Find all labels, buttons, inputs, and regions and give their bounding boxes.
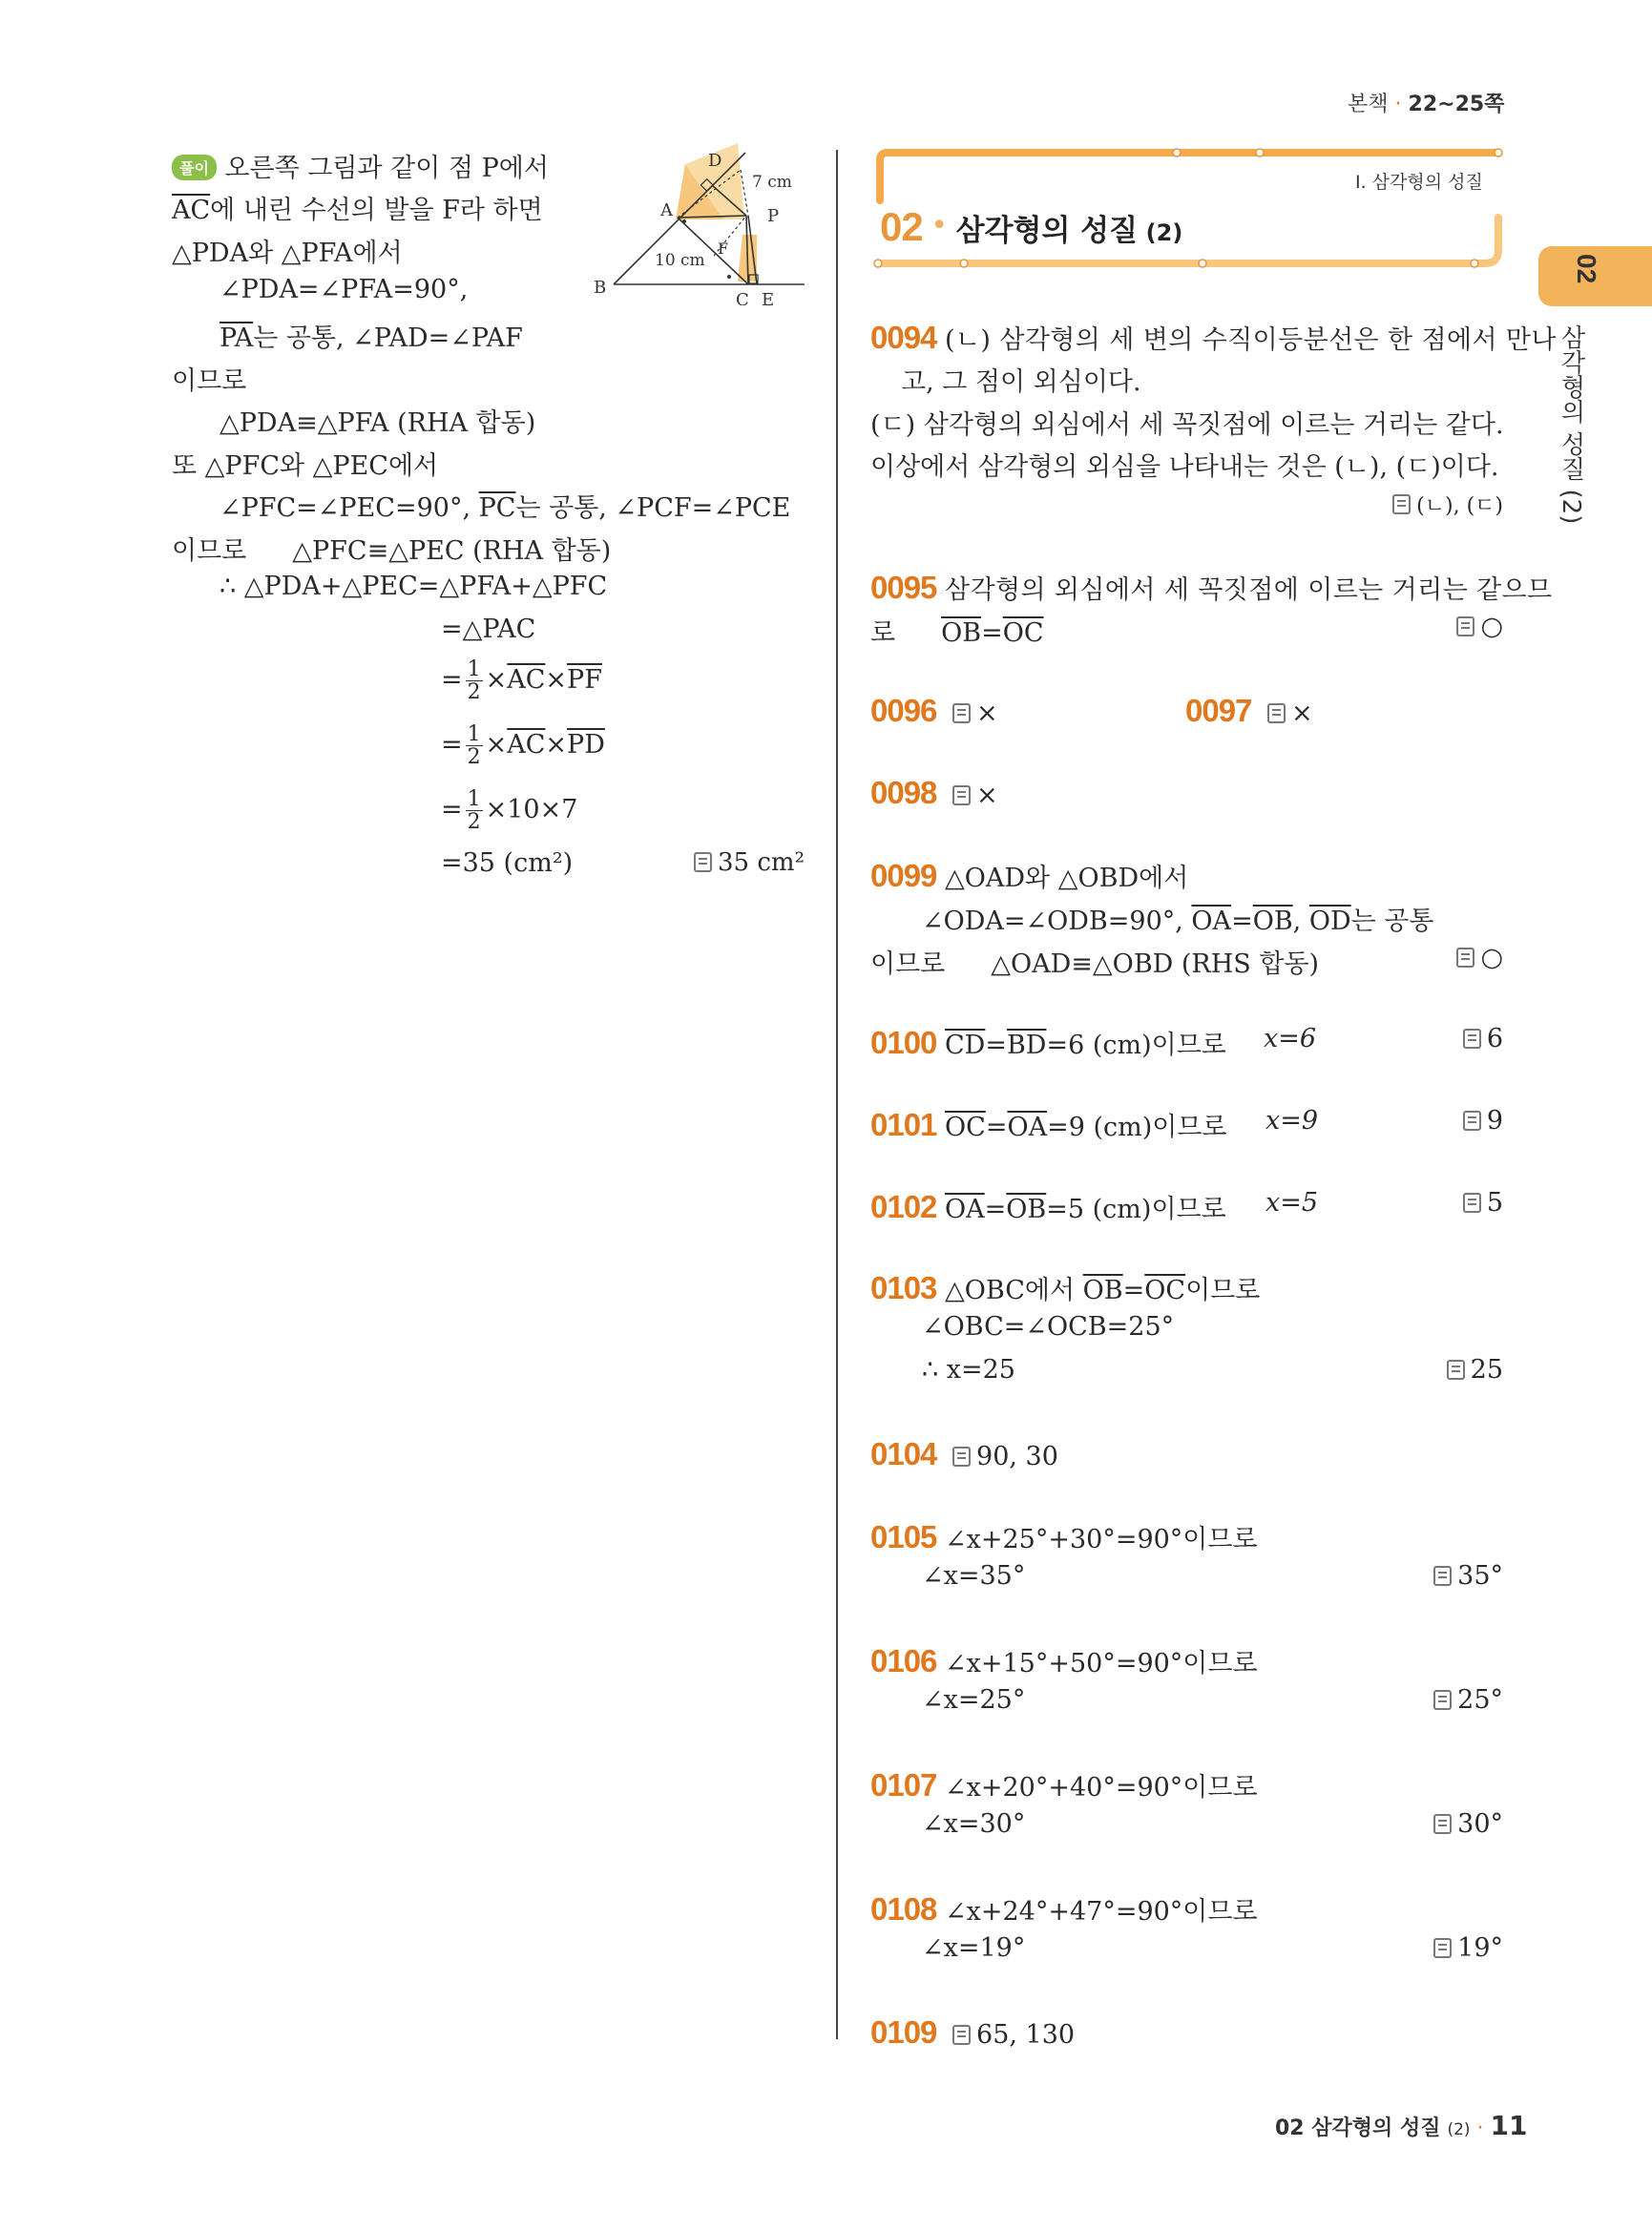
chapter-side-label: 삼각형의 성질 (2) <box>1557 324 1585 525</box>
problem-number: 0107 <box>870 1767 937 1803</box>
answer <box>1433 1685 1503 1715</box>
answer-value: × <box>1291 698 1313 728</box>
segment-oc: $\overline{OC}$ <box>945 1113 986 1142</box>
answer-icon <box>1433 1814 1452 1834</box>
problem-text: 는 공통 <box>1350 907 1434 936</box>
problem-text: = <box>984 1195 1007 1224</box>
segment-oa: $\overline{OA}$ <box>945 1195 985 1224</box>
solution-text: 이므로 <box>172 536 247 566</box>
problem-text: △OBC에서 <box>945 1276 1083 1305</box>
problem-text: =9 (cm)이므로 <box>1047 1113 1227 1142</box>
problem-0103 <box>870 1269 1260 1306</box>
fraction-numerator: 1 <box>467 657 481 681</box>
solution-line-4: ∠PDA=∠PFA=90°, <box>220 275 469 304</box>
problem-number: 0109 <box>870 2014 937 2050</box>
answer-icon <box>1456 616 1474 636</box>
fraction-line-3 <box>441 788 577 833</box>
label-e: E <box>762 290 775 305</box>
answer-value: 25° <box>1457 1685 1503 1715</box>
label-7cm: 7 cm <box>752 173 792 192</box>
problem-0107-line: ∠x=30° <box>922 1809 1026 1839</box>
page-range: 22~25쪽 <box>1408 93 1505 116</box>
fraction-denominator: 2 <box>467 680 481 705</box>
page-header <box>1348 88 1504 117</box>
problem-0099-line <box>922 900 1433 937</box>
answer-value: 19° <box>1457 1933 1503 1963</box>
problem-text: , <box>1292 907 1309 936</box>
label-10cm: 10 cm <box>655 251 705 270</box>
problem-number: 0102 <box>870 1189 937 1224</box>
label-f: F <box>718 240 729 258</box>
solution-line-5 <box>220 317 523 354</box>
problem-0100-x: x=6 <box>1264 1024 1317 1053</box>
problem-number: 0103 <box>870 1270 937 1305</box>
segment-ac: $\overline{AC}$ <box>507 730 546 761</box>
problem-0107 <box>870 1766 1258 1804</box>
section-title <box>880 204 1182 250</box>
problem-0109 <box>870 2014 1075 2051</box>
answer-icon <box>1267 703 1286 723</box>
answer <box>694 848 805 877</box>
problem-0094-line: 이상에서 삼각형의 외심을 나타내는 것은 (ㄴ), (ㄷ)이다. <box>870 452 1499 482</box>
problem-text: = <box>981 618 1003 648</box>
problem-0105-line: ∠x=35° <box>922 1561 1026 1591</box>
problem-number: 0104 <box>870 1436 937 1471</box>
segment-ob: $\overline{OB}$ <box>1006 1195 1047 1224</box>
problem-0099 <box>870 857 1188 894</box>
solution-line-2 <box>172 189 543 226</box>
answer <box>1463 1024 1503 1053</box>
answer-icon <box>952 1447 971 1467</box>
segment-pd: $\overline{PD}$ <box>567 730 605 761</box>
problem-0108-line: ∠x=19° <box>922 1933 1026 1963</box>
problem-text: ∠ODA=∠ODB=90°, <box>922 907 1192 936</box>
answer-icon <box>1463 1193 1481 1213</box>
answer <box>1392 490 1503 519</box>
fraction-denominator: 2 <box>467 745 481 770</box>
unit-label: I. 삼각형의 성질 <box>1355 172 1483 193</box>
section-number: 02 <box>880 204 923 249</box>
problem-number: 0094 <box>870 320 937 355</box>
problem-number: 0100 <box>870 1025 937 1060</box>
problem-0094-line: (ㄷ) 삼각형의 외심에서 세 꼭짓점에 이르는 거리는 같다. <box>870 410 1504 440</box>
problem-0099-line <box>870 943 1319 980</box>
problem-text: ∠x+24°+47°=90°이므로 <box>945 1897 1258 1927</box>
answer-icon <box>1447 1360 1465 1380</box>
solution-line-10 <box>172 530 611 567</box>
problem-0096 <box>870 693 998 729</box>
problem-number: 0099 <box>870 858 937 893</box>
solution-text: = <box>441 665 463 696</box>
solution-line-6: 이므로 <box>172 366 247 396</box>
segment-ob: $\overline{OB}$ <box>941 618 982 648</box>
fraction-half <box>466 658 483 703</box>
answer-icon <box>694 852 712 872</box>
solution-line-11: ∴ △PDA+△PEC=△PFA+△PFC <box>220 572 608 601</box>
problem-0103-line: ∠OBC=∠OCB=25° <box>922 1312 1175 1342</box>
solution-text: = <box>441 795 463 825</box>
problem-0095 <box>870 569 1553 606</box>
solution-text: × <box>485 665 508 696</box>
solution-text: 오른쪽 그림과 같이 점 P에서 <box>224 154 549 183</box>
answer-icon <box>1456 948 1474 968</box>
solution-line-12: =△PAC <box>441 615 536 644</box>
answer <box>1433 1561 1503 1591</box>
segment-pc: $\overline{PC}$ <box>478 493 516 523</box>
segment-ac: $\overline{AC}$ <box>507 665 546 696</box>
problem-0097 <box>1185 693 1313 729</box>
answer-value: 35 cm² <box>718 848 805 877</box>
solution-text: 는 공통, ∠PCF=∠PCE <box>515 493 791 523</box>
segment-pa: $\overline{PA}$ <box>220 323 254 353</box>
problem-text: =6 (cm)이므로 <box>1046 1031 1226 1060</box>
problem-0094-line: 고, 그 점이 외심이다. <box>901 367 1141 397</box>
problem-0106 <box>870 1642 1258 1679</box>
answer-value: 30° <box>1457 1809 1503 1839</box>
dot-separator: · <box>1476 2116 1491 2140</box>
problem-number: 0095 <box>870 570 937 605</box>
problem-text: 로 <box>870 618 896 648</box>
segment-ob: $\overline{OB}$ <box>1082 1276 1123 1305</box>
problem-0108 <box>870 1890 1258 1928</box>
solution-text: ∠PFC=∠PEC=90°, <box>220 493 479 523</box>
answer <box>1433 1933 1503 1963</box>
answer-icon <box>1463 1029 1481 1049</box>
segment-bd: $\overline{BD}$ <box>1006 1031 1047 1060</box>
label-c: C <box>736 290 749 305</box>
page-footer <box>1275 2110 1528 2141</box>
solution-line-1 <box>172 147 549 184</box>
fraction-numerator: 1 <box>467 722 481 746</box>
problem-0106-line: ∠x=25° <box>922 1685 1026 1715</box>
fraction-line-1 <box>441 658 602 703</box>
problem-text: = <box>985 1031 1007 1060</box>
segment-ob: $\overline{OB}$ <box>1252 907 1293 936</box>
segment-cd: $\overline{CD}$ <box>945 1031 986 1060</box>
dot-separator: • <box>931 209 949 242</box>
footer-part: (2) <box>1447 2120 1471 2139</box>
fraction-half <box>466 723 483 768</box>
answer-icon <box>1433 1938 1452 1958</box>
page-number: 11 <box>1490 2110 1528 2141</box>
fraction-denominator: 2 <box>467 810 481 835</box>
problem-0102 <box>870 1188 1226 1225</box>
problem-text: ∠x+15°+50°=90°이므로 <box>945 1649 1258 1678</box>
segment-pf: $\overline{PF}$ <box>567 665 602 696</box>
problem-text: ∠x+25°+30°=90°이므로 <box>945 1525 1258 1554</box>
problem-text: △OAD≡△OBD (RHS 합동) <box>991 949 1320 979</box>
problem-text: = <box>1231 907 1253 936</box>
answer <box>1456 943 1503 972</box>
answer-value: × <box>976 781 998 810</box>
answer <box>1463 1106 1503 1136</box>
segment-ac: $\overline{AC}$ <box>172 196 211 225</box>
answer-value: 6 <box>1486 1024 1503 1053</box>
segment-oa: $\overline{OA}$ <box>1007 1113 1048 1142</box>
dot-separator: · <box>1394 93 1409 116</box>
answer-icon <box>1433 1690 1452 1710</box>
problem-0100 <box>870 1024 1226 1061</box>
problem-0102-x: x=5 <box>1265 1188 1319 1218</box>
label-b: B <box>594 278 607 298</box>
answer-icon <box>952 785 971 805</box>
problem-0101 <box>870 1106 1227 1143</box>
solution-text: × <box>485 730 508 761</box>
chapter-tab-number: 02 <box>1572 254 1601 284</box>
solution-text: 에 내린 수선의 발을 F라 하면 <box>210 196 543 225</box>
segment-oc: $\overline{OC}$ <box>1144 1276 1186 1305</box>
answer-icon <box>1392 494 1411 514</box>
column-divider <box>836 150 838 2039</box>
answer-value: ○ <box>1480 612 1503 641</box>
label-d: D <box>708 151 722 171</box>
solution-text: = <box>441 730 463 761</box>
triangle-figure <box>590 143 819 305</box>
problem-text: 이므로 <box>1185 1276 1261 1305</box>
solution-line-3: △PDA와 △PFA에서 <box>172 239 403 268</box>
solution-text: 는 공통, ∠PAD=∠PAF <box>253 323 523 353</box>
solution-badge: 풀이 <box>172 155 217 180</box>
solution-text: ×10×7 <box>485 795 578 825</box>
problem-text: = <box>1122 1276 1145 1305</box>
answer-value: 25 <box>1470 1355 1503 1385</box>
problem-number: 0106 <box>870 1643 937 1678</box>
problem-number: 0097 <box>1185 693 1252 728</box>
problem-number: 0108 <box>870 1891 937 1927</box>
solution-line-9 <box>220 487 790 524</box>
label-a: A <box>660 200 673 220</box>
solution-line-16: =35 (cm²) <box>441 848 574 878</box>
fraction-half <box>466 788 483 833</box>
problem-number: 0101 <box>870 1107 937 1142</box>
footer-label: 02 삼각형의 성질 <box>1275 2116 1441 2140</box>
answer-icon <box>1433 1566 1452 1586</box>
section-title-text: 삼각형의 성질 <box>955 214 1139 248</box>
problem-text: 삼각형의 외심에서 세 꼭짓점에 이르는 거리는 같으므 <box>945 575 1553 605</box>
answer-value: 5 <box>1486 1188 1503 1218</box>
segment-od: $\overline{OD}$ <box>1308 907 1351 936</box>
answer-value: 9 <box>1486 1106 1503 1136</box>
segment-oa: $\overline{OA}$ <box>1191 907 1232 936</box>
problem-0105 <box>870 1518 1258 1555</box>
answer-value: × <box>976 698 998 728</box>
problem-number: 0098 <box>870 775 937 810</box>
answer <box>1463 1188 1503 1218</box>
fraction-line-2 <box>441 723 605 768</box>
book-label: 본책 <box>1348 93 1389 116</box>
problem-text: =5 (cm)이므로 <box>1046 1195 1226 1224</box>
answer-value: 65, 130 <box>976 2020 1076 2050</box>
answer-value: 90, 30 <box>976 1442 1058 1471</box>
problem-0103-line: ∴ x=25 <box>922 1355 1015 1385</box>
problem-text: 이므로 <box>870 949 946 979</box>
solution-text: △PFC≡△PEC (RHA 합동) <box>292 536 612 566</box>
solution-text: × <box>545 730 568 761</box>
label-p: P <box>767 206 780 226</box>
answer-value: 35° <box>1457 1561 1503 1591</box>
problem-0104 <box>870 1436 1058 1472</box>
problem-0098 <box>870 775 998 811</box>
solution-text: × <box>545 665 568 696</box>
answer <box>1456 612 1503 641</box>
answer-value: (ㄴ), (ㄷ) <box>1416 494 1503 518</box>
problem-0095-line <box>870 612 1044 649</box>
solution-line-8: 또 △PFC와 △PEC에서 <box>172 451 439 481</box>
problem-number: 0105 <box>870 1519 937 1554</box>
section-part: (2) <box>1145 219 1183 246</box>
answer-icon <box>952 703 971 723</box>
problem-text: = <box>985 1113 1008 1142</box>
solution-line-7: △PDA≡△PFA (RHA 합동) <box>220 408 536 438</box>
segment-oc: $\overline{OC}$ <box>1002 618 1044 648</box>
answer <box>1447 1355 1503 1385</box>
fraction-numerator: 1 <box>467 787 481 811</box>
problem-0101-x: x=9 <box>1265 1106 1319 1136</box>
problem-text: ∠x+20°+40°=90°이므로 <box>945 1773 1258 1803</box>
answer <box>1433 1809 1503 1839</box>
answer-icon <box>952 2025 971 2045</box>
problem-0094 <box>870 319 1557 356</box>
answer-icon <box>1463 1111 1481 1131</box>
problem-number: 0096 <box>870 693 937 728</box>
answer-value: ○ <box>1480 943 1503 972</box>
problem-text: (ㄴ) 삼각형의 세 변의 수직이등분선은 한 점에서 만나 <box>945 325 1557 355</box>
problem-text: △OAD와 △OBD에서 <box>945 864 1189 893</box>
